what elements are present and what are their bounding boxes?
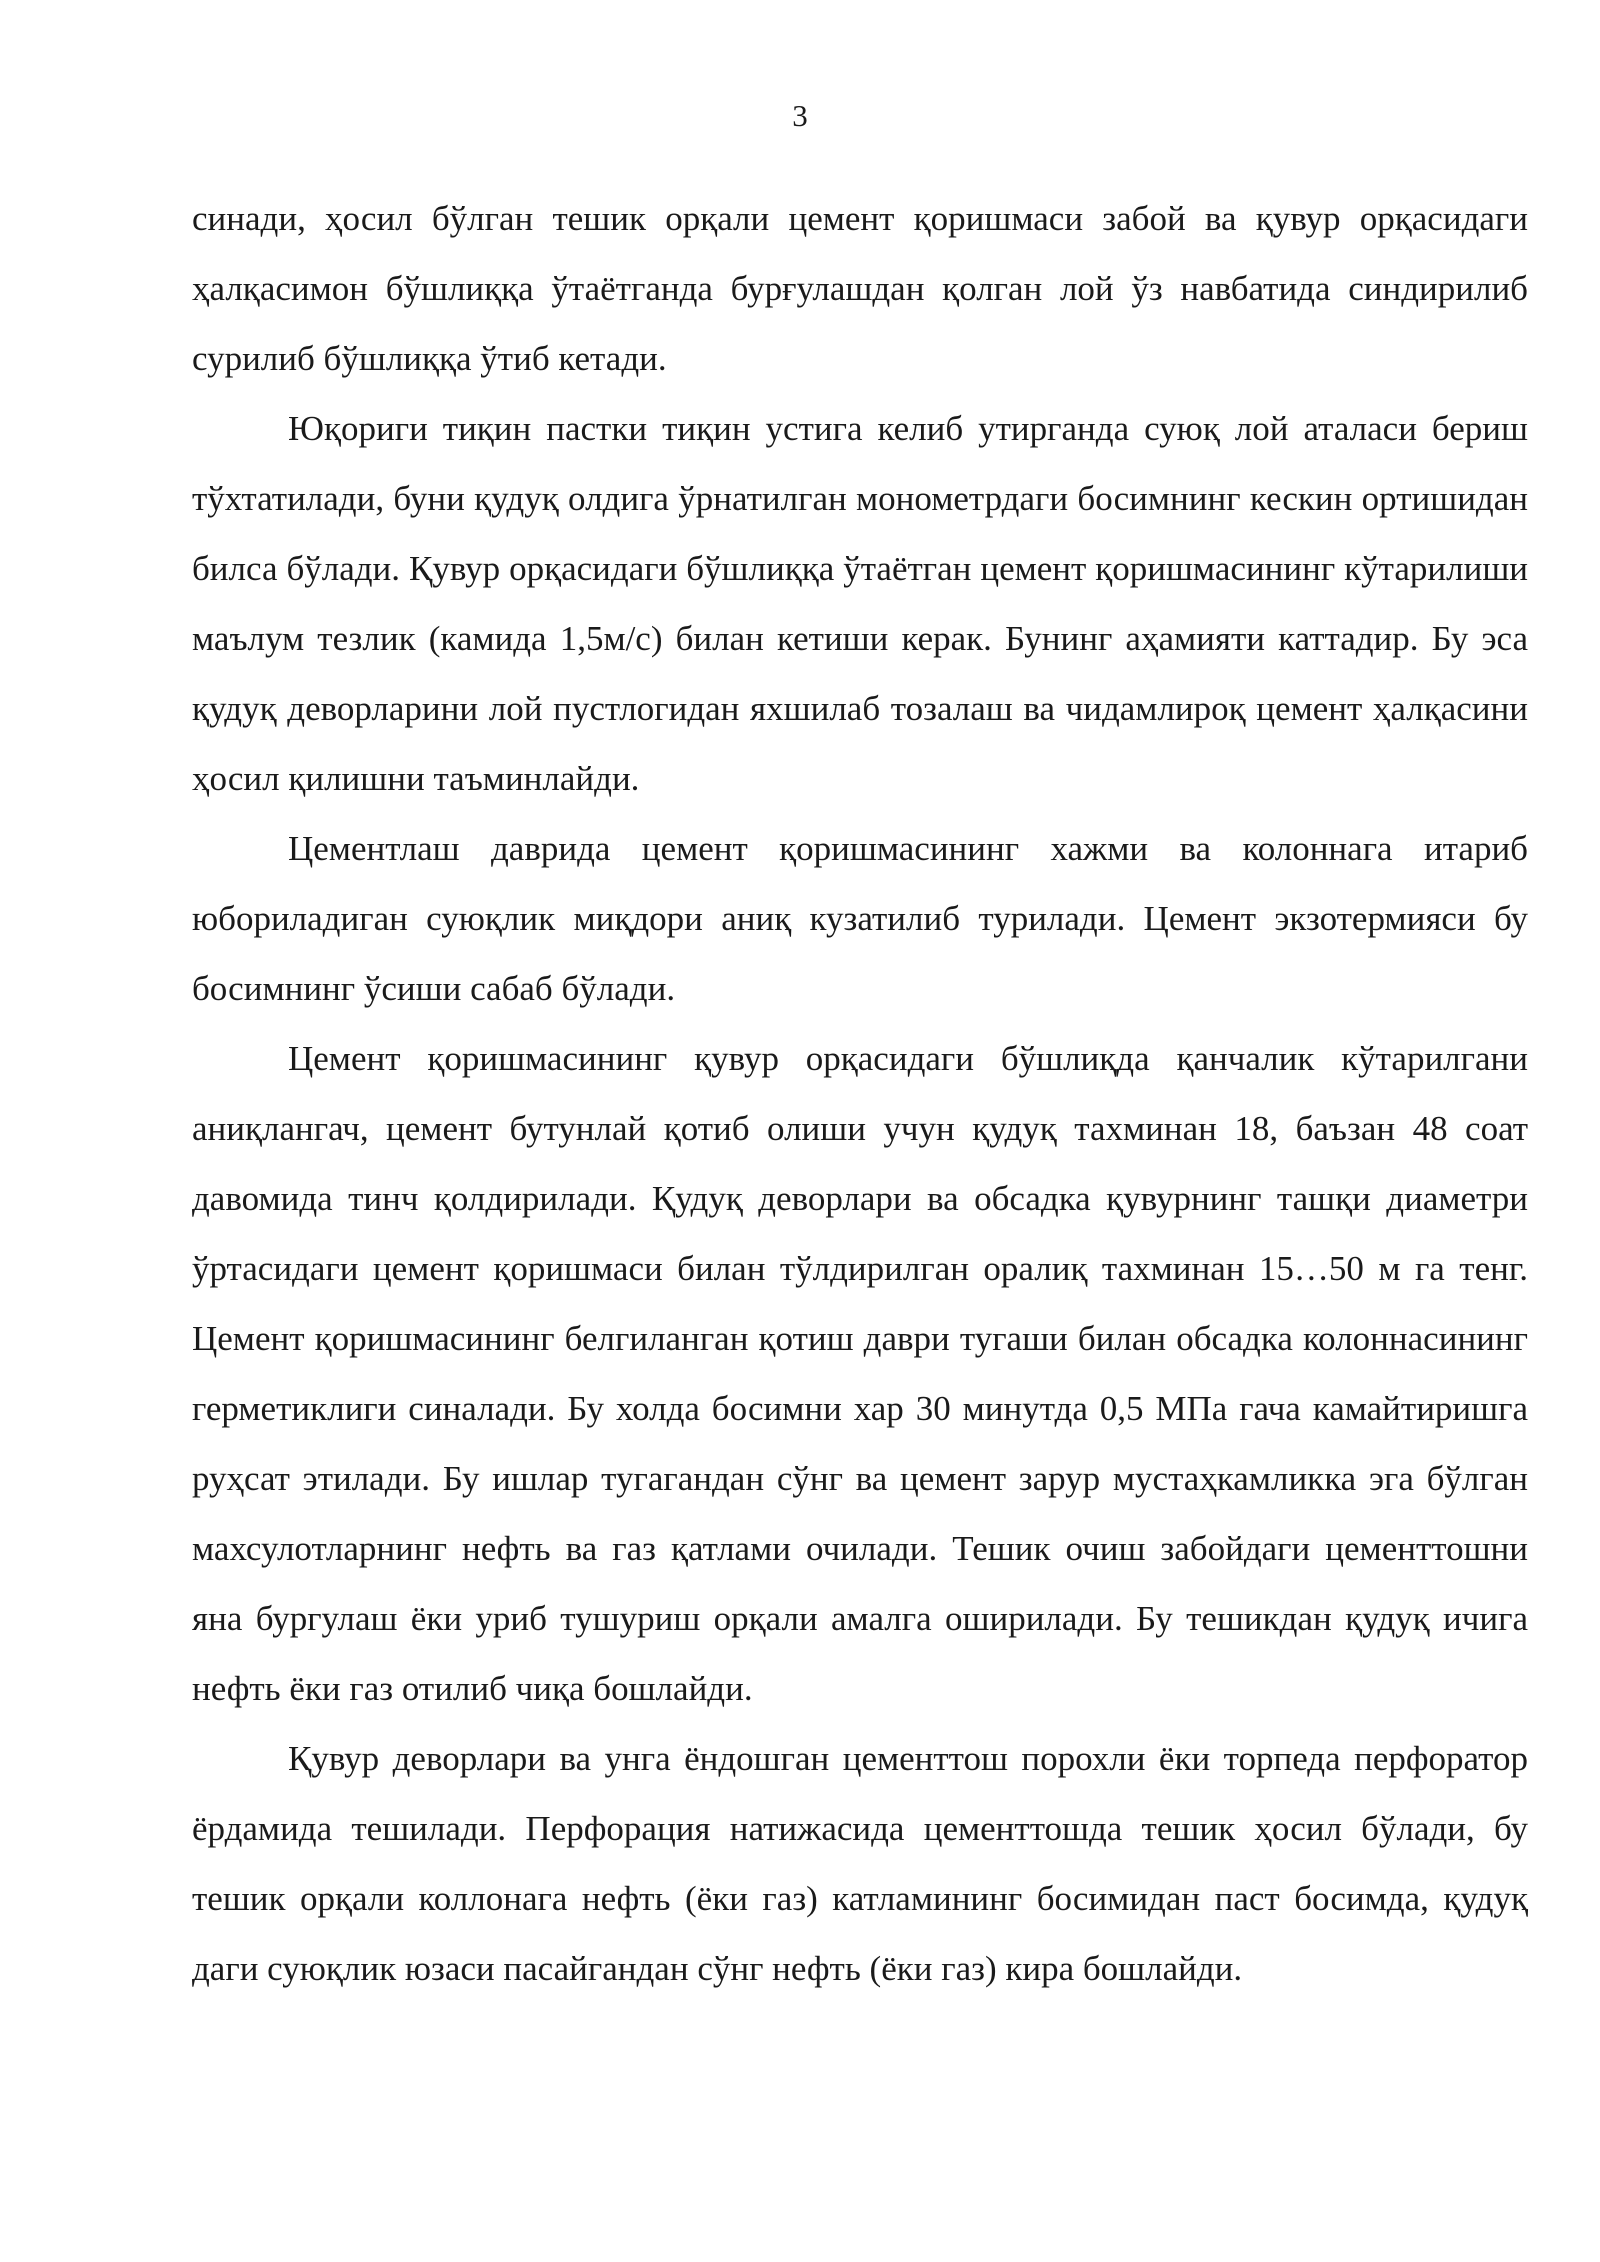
paragraph: Цементлаш даврида цемент қоришмасининг хажми ва колоннага итариб юбориладиган суюқлик миқдори аниқ кузатилиб турилади. Цемент экзотермияси бу босимнинг ўсиши сабаб бўлади. [192, 829, 1528, 1008]
paragraph: Қувур деворлари ва унга ёндошган цементтош порохли ёки торпеда перфоратор ёрдамида тешилади. Перфорация натижасида цементтошда тешик ҳосил бўлади, бу тешик орқали коллонага нефть (ёки газ) катламининг босимидан паст босимда, қудуқ даги суюқлик юзаси пасайгандан сўнг нефть (ёки газ) кира бошлайди. [192, 1739, 1528, 1988]
paragraph: синади, ҳосил бўлган тешик орқали цемент қоришмаси забой ва қувур орқасидаги ҳалқасимон бўшлиққа ўтаётганда бурғулашдан қолган лой ўз навбатида синдирилиб сурилиб бўшлиққа ўтиб кетади. [192, 199, 1528, 378]
paragraph: Юқориги тиқин пастки тиқин устига келиб утирганда суюқ лой аталаси бериш тўхтатилади, буни қудуқ олдига ўрнатилган монометрдаги босимнинг кескин ортишидан билса бўлади. Қувур орқасидаги бўшлиққа ўтаётган цемент қоришмасининг кўтарилиши маълум тезлик (камида 1,5м/с) билан кетиши керак. Бунинг аҳамияти каттадир. Бу эса қудуқ деворларини лой пустлогидан яхшилаб тозалаш ва чидамлироқ цемент ҳалқасини ҳосил қилишни таъминлайди. [192, 409, 1528, 798]
page-number: 3 [792, 98, 808, 133]
paragraph: Цемент қоришмасининг қувур орқасидаги бўшлиқда қанчалик кўтарилгани аниқлангач, цемент бутунлай қотиб олиши учун қудуқ тахминан 18, баъзан 48 соат давомида тинч қолдирилади. Қудуқ деворлари ва обсадка қувурнинг ташқи диаметри ўртасидаги цемент қоришмаси билан тўлдирилган оралиқ тахминан 15…50 м га тенг. Цемент қоришмасининг белгиланган қотиш даври тугаши билан обсадка колоннасининг герметиклиги синалади. Бу холда босимни хар 30 минутда 0,5 МПа гача камайтиришга руҳсат этилади. Бу ишлар тугагандан сўнг ва цемент зарур мустаҳкамликка эга бўлган махсулотларнинг нефть ва газ қатлами очилади. Тешик очиш забойдаги цементтошни яна бургулаш ёки уриб тушуриш орқали амалга оширилади. Бу тешикдан қудуқ ичига нефть ёки газ отилиб чиқа бошлайди. [192, 1039, 1528, 1708]
document-body [192, 184, 1528, 2004]
